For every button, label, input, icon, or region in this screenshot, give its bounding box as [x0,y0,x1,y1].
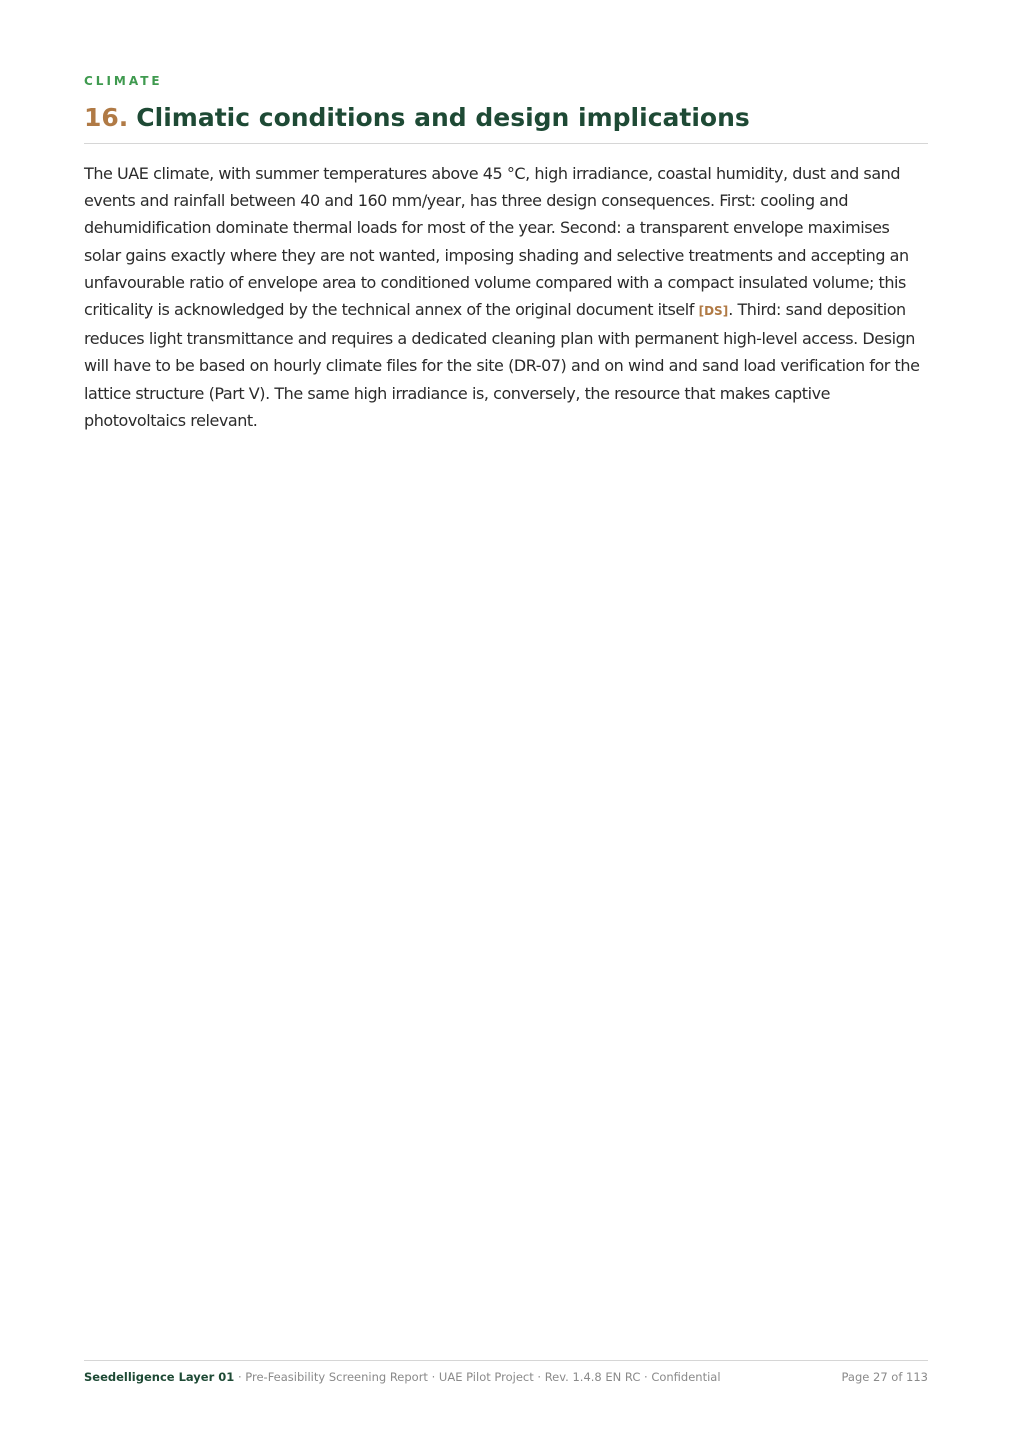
page-number: Page 27 of 113 [841,1370,928,1384]
citation-tag[interactable]: [DS] [698,304,729,319]
section-kicker: CLIMATE [84,74,163,88]
body-text-part-1: The UAE climate, with summer temperatures above 45 °C, high irradiance, coastal humidity, dust and sand events and rainfall between 40 and 160 mm/year, has three design consequences. First: cooling and dehumidification dominate thermal loads for most of the year. Second: a transparent envelope maximises solar gains exactly where they are not wanted, imposing shading and selective treatments and accepting an unfavourable ratio of envelope area to conditioned volume compared with a compact insulated volume; this criticality is acknowledged by the technical annex of the original document itself [84,164,909,320]
footer-divider [84,1360,928,1361]
heading-divider [84,143,928,144]
section-heading [84,101,928,135]
document-page [84,0,928,1432]
section-title: Climatic conditions and design implications [136,103,750,132]
section-number: 16. [84,103,129,132]
footer-left [84,1370,721,1384]
body-text-part-2: . Third: sand deposition reduces light transmittance and requires a dedicated cleaning plan with permanent high-level access. Design will have to be based on hourly climate files for the site (DR-07) and on wind and sand load verification for the lattice structure (Part V). The same high irradiance is, conversely, the resource that makes captive photovoltaics relevant. [84,300,920,430]
footer-brand: Seedelligence Layer 01 [84,1370,235,1384]
body-paragraph [84,160,928,434]
page-footer [84,1370,928,1384]
footer-meta: · Pre-Feasibility Screening Report · UAE Pilot Project · Rev. 1.4.8 EN RC · Confidential [234,1370,721,1384]
